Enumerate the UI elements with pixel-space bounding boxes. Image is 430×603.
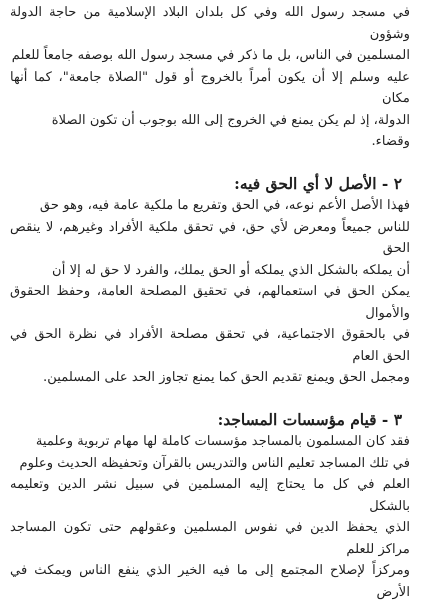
spacer [10, 153, 410, 174]
text-line: ومجمل الحق ويمنع تقديم الحق كما يمنع تجاوز الحد على المسلمين. [43, 370, 410, 385]
spacer [10, 389, 410, 410]
text-line: في تلك المساجد تعليم الناس والتدريس بالقرآن وتحفيظه الحديث وعلوم [19, 455, 410, 471]
text-line: في مسجد رسول الله وفي كل بلدان البلاد الإسلامية من حاجة الدولة وشؤون [10, 5, 410, 42]
text-line: ومركزاً لإصلاح المجتمع إلى ما فيه الخير الذي ينفع الناس ويمكث في الأرض [10, 563, 410, 600]
text-line: عليه وسلم إلا أن يكون أمراً بالخروج أو قول "الصلاة جامعة"، كما أنها مكان [10, 69, 410, 106]
text-line: فقد كان المسلمون بالمساجد مؤسسات كاملة لها مهام تربوية وعلمية [35, 434, 410, 449]
section-heading-2: ٢ - الأصل لا أي الحق فيه: [234, 174, 402, 193]
text-line: العلم في كل ما يحتاج إليه المسلمين في سبيل نشر الدين وتعليمه بالشكل [10, 477, 410, 514]
section-heading-3: ٣ - قيام مؤسسات المساجد: [217, 410, 402, 429]
text-line: فهذا الأصل الأعم نوعه، في الحق وتفريع ما ملكية عامة فيه، وهو حق [39, 198, 410, 213]
text-line: في بالحقوق الاجتماعية، في تحقق مصلحة الأفراد في نظرة الحق في الحق العام [10, 327, 410, 364]
text-line: الدولة، إذ لم يكن يمنع في الخروج إلى الله بوجوب أن تكون الصلاة [51, 112, 410, 128]
text-line: الذي يحفظ الدين في نفوس المسلمين وعقولهم حتى تكون المساجد مراكز للعلم [10, 520, 410, 557]
paragraph-section-3 [10, 431, 410, 603]
text-line: المسلمين في الناس، بل ما ذكر في مسجد رسول الله بوصفه جامعاً للعلم [11, 48, 410, 63]
text-line: أن يملكه بالشكل الذي يملكه أو الحق يملك، والفرد لا حق له إلا أن [52, 262, 410, 278]
paragraph-intro [10, 2, 410, 153]
paragraph-section-2 [10, 195, 410, 389]
text-line: وقضاء. [371, 134, 410, 149]
text-line: يمكن الحق في استعمالهم، في تحقيق المصلحة العامة، وحفظ الحقوق والأموال [10, 284, 410, 321]
text-line: للناس جميعاً ومعرض لأي حق، في تحقق ملكية الأفراد وغيرهم، لا ينقص الحق [10, 219, 410, 256]
